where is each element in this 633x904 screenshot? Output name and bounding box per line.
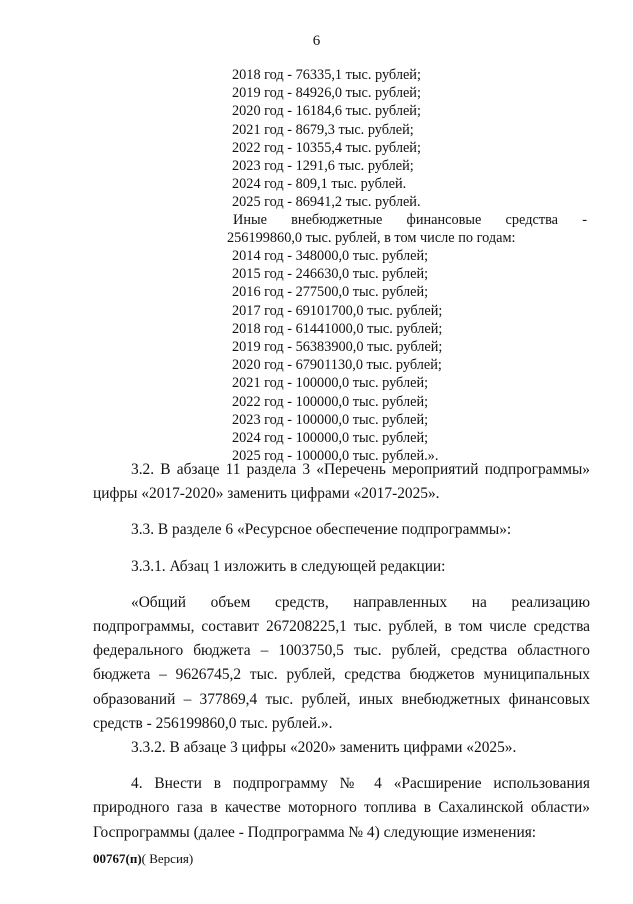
list-item: 2021 год - 8679,3 тыс. рублей; — [232, 121, 414, 138]
list-item: 2019 год - 84926,0 тыс. рублей; — [232, 85, 421, 102]
paragraph-3-3-1: 3.3.1. Абзац 1 изложить в следующей редакции: — [131, 557, 446, 575]
other-funds-heading — [227, 211, 587, 247]
other-funds-line-1: Иные внебюджетные финансовые средства - — [233, 212, 587, 228]
document-body — [93, 458, 590, 845]
budget-list-regional — [232, 66, 421, 212]
list-item: 2018 год - 76335,1 тыс. рублей; — [232, 67, 421, 83]
paragraph-4: 4. Внести в подпрограмму № 4 «Расширение использования природного газа в качестве моторного топлива в Сахалинской области» Госпрограммы (далее - Подпрограмма № 4) следующие изменения: — [93, 775, 590, 841]
list-item: 2016 год - 277500,0 тыс. рублей; — [232, 284, 429, 301]
document-footer — [93, 851, 193, 867]
paragraph-3-2: 3.2. В абзаце 11 раздела 3 «Перечень мероприятий подпрограммы» цифры «2017-2020» заменить цифрами «2017-2025». — [93, 461, 590, 503]
list-item: 2018 год - 61441000,0 тыс. рублей; — [232, 320, 443, 337]
list-item: 2023 год - 100000,0 тыс. рублей; — [232, 411, 429, 428]
list-item: 2015 год - 246630,0 тыс. рублей; — [232, 266, 429, 283]
list-item: 2025 год - 86941,2 тыс. рублей. — [232, 194, 421, 211]
other-funds-line-2: 256199860,0 тыс. рублей, в том числе по годам: — [227, 230, 516, 247]
list-item: 2017 год - 69101700,0 тыс. рублей; — [232, 302, 443, 319]
page-number: 6 — [312, 33, 321, 49]
budget-list-extrabudgetary — [232, 247, 442, 465]
paragraph-3-3-2: 3.3.2. В абзаце 3 цифры «2020» заменить цифрами «2025». — [131, 739, 517, 757]
list-item: 2022 год - 10355,4 тыс. рублей; — [232, 139, 421, 156]
list-item: 2014 год - 348000,0 тыс. рублей; — [232, 248, 429, 264]
list-item: 2023 год - 1291,6 тыс. рублей; — [232, 158, 414, 175]
list-item: 2024 год - 809,1 тыс. рублей. — [232, 176, 407, 193]
document-code: 00767(п) — [93, 851, 142, 866]
list-item: 2025 год - 100000,0 тыс. рублей.». — [232, 448, 439, 465]
list-item: 2021 год - 100000,0 тыс. рублей; — [232, 375, 429, 392]
list-item: 2020 год - 67901130,0 тыс. рублей; — [232, 357, 442, 374]
document-version: ( Версия) — [141, 851, 194, 866]
list-item: 2022 год - 100000,0 тыс. рублей; — [232, 393, 429, 410]
list-item: 2020 год - 16184,6 тыс. рублей; — [232, 103, 421, 120]
paragraph-quoted-text: «Общий объем средств, направленных на реализацию подпрограммы, составит 267208225,1 тыс. рублей, в том числе средства федерального бюджета – 1003750,5 тыс. рублей, средства областного бюджета – 9626745,2 тыс. рублей, средства бюджетов муниципальных образований – 377869,4 тыс. рублей, иных внебюджетных финансовых средств - 256199860,0 тыс. рублей.». — [93, 593, 590, 732]
list-item: 2024 год - 100000,0 тыс. рублей; — [232, 430, 429, 447]
paragraph-3-3: 3.3. В разделе 6 «Ресурсное обеспечение подпрограммы»: — [131, 521, 512, 539]
list-item: 2019 год - 56383900,0 тыс. рублей; — [232, 339, 443, 356]
